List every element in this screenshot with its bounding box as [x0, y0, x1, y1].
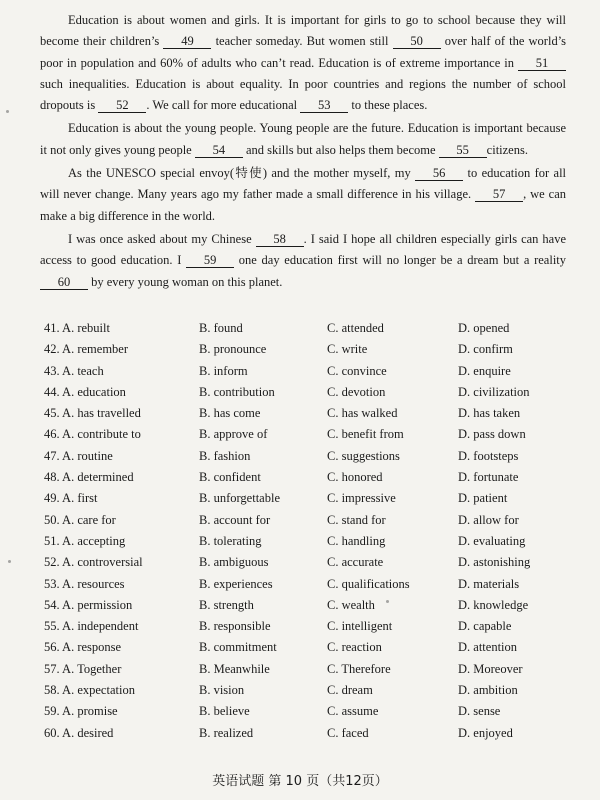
option-row-50	[44, 510, 574, 531]
p3-text-3: , we can make a big difference in the world.	[40, 187, 566, 223]
blank-55: 55	[439, 143, 487, 158]
option-41-d: D. opened	[458, 321, 510, 335]
option-51-d: D. evaluating	[458, 533, 526, 548]
option-row-42	[44, 339, 574, 360]
option-43-a: 43. A. teach	[44, 363, 104, 378]
option-52-b: B. ambiguous	[199, 555, 269, 570]
p2-text-3: citizens.	[486, 142, 528, 157]
blank-59: 59	[186, 253, 234, 268]
blank-58: 58	[256, 232, 304, 247]
p3-text-2: to education for all will never change. Many years ago my father made a small difference in his village.	[40, 166, 567, 202]
option-row-43	[44, 361, 574, 382]
scan-speck	[8, 560, 11, 563]
option-row-59	[44, 701, 574, 722]
option-41-b: B. found	[199, 321, 243, 335]
option-row-60	[44, 723, 574, 744]
option-58-a: 58. A. expectation	[44, 683, 135, 698]
p2-text-1: Education is about the young people. Young people are the future. Education is important because it not only gives young people	[40, 121, 566, 157]
option-45-b: B. has come	[199, 406, 261, 421]
option-44-c: C. devotion	[327, 384, 386, 399]
option-43-c: C. convince	[327, 363, 387, 378]
option-42-d: D. confirm	[458, 342, 513, 357]
option-52-d: D. astonishing	[458, 555, 531, 570]
option-46-a: 46. A. contribute to	[44, 427, 141, 442]
option-row-41	[44, 318, 574, 339]
p3-text-1: As the UNESCO special envoy(特使) and the mother myself, my	[68, 166, 411, 181]
option-46-d: D. pass down	[458, 427, 526, 442]
option-49-b: B. unforgettable	[199, 491, 280, 506]
answer-options	[44, 318, 574, 744]
option-59-a: 59. A. promise	[44, 704, 118, 719]
option-54-d: D. knowledge	[458, 597, 529, 612]
paragraph-1	[40, 10, 566, 116]
option-57-b: B. Meanwhile	[199, 661, 270, 676]
option-51-c: C. handling	[327, 533, 386, 548]
option-56-c: C. reaction	[327, 640, 382, 655]
option-row-54	[44, 595, 574, 616]
blank-51: 51	[518, 56, 566, 71]
option-60-d: D. enjoyed	[458, 725, 513, 740]
p4-text-3: one day education first will no longer be a dream but a reality	[238, 253, 567, 268]
cloze-passage	[40, 10, 566, 295]
option-60-c: C. faced	[327, 725, 369, 740]
option-43-b: B. inform	[199, 363, 248, 378]
option-41-a: 41. A. rebuilt	[44, 321, 110, 335]
option-row-56	[44, 637, 574, 658]
option-row-48	[44, 467, 574, 488]
option-59-c: C. assume	[327, 704, 379, 719]
p1-text-2: teacher someday. But women still	[215, 34, 389, 49]
p4-text-4: by every young woman on this planet.	[91, 274, 283, 289]
option-53-c: C. qualifications	[327, 576, 410, 591]
p1-text-4: such inequalities. Education is about equality. In poor countries and regions the number of school dropouts is	[40, 76, 566, 113]
p4-text-1: I was once asked about my Chinese	[68, 231, 252, 246]
p1-text-3: over half of the world’s poor in population and 60% of adults who can’t read. Education is of extreme importance in	[40, 34, 567, 70]
option-49-a: 49. A. first	[44, 491, 98, 506]
option-50-b: B. account for	[199, 512, 271, 527]
option-55-c: C. intelligent	[327, 619, 393, 634]
blank-60: 60	[40, 275, 88, 290]
option-54-b: B. strength	[199, 597, 254, 612]
option-42-a: 42. A. remember	[44, 342, 129, 357]
option-row-46	[44, 424, 574, 445]
option-57-a: 57. A. Together	[44, 661, 122, 676]
option-55-b: B. responsible	[199, 619, 271, 634]
option-row-47	[44, 446, 574, 467]
option-row-45	[44, 403, 574, 424]
p1-text-5: . We call for more educational	[146, 98, 298, 113]
blank-49: 49	[163, 34, 211, 49]
option-56-b: B. commitment	[199, 640, 277, 655]
blank-57: 57	[475, 187, 523, 202]
option-58-d: D. ambition	[458, 683, 518, 698]
option-row-52	[44, 552, 574, 573]
scan-speck	[6, 110, 9, 113]
option-row-53	[44, 574, 574, 595]
option-42-b: B. pronounce	[199, 342, 267, 357]
paragraph-2	[40, 118, 566, 161]
option-47-c: C. suggestions	[327, 448, 400, 463]
option-53-b: B. experiences	[199, 576, 273, 591]
option-56-d: D. attention	[458, 640, 518, 655]
option-51-a: 51. A. accepting	[44, 533, 126, 548]
scan-speck	[386, 600, 389, 603]
option-47-b: B. fashion	[199, 448, 251, 463]
option-44-b: B. contribution	[199, 384, 275, 399]
option-55-a: 55. A. independent	[44, 619, 139, 634]
option-58-c: C. dream	[327, 683, 373, 698]
option-48-b: B. confident	[199, 470, 261, 485]
option-44-a: 44. A. education	[44, 384, 126, 399]
option-44-d: D. civilization	[458, 384, 530, 399]
p2-text-2: and skills but also helps them become	[245, 142, 436, 157]
blank-52: 52	[98, 98, 146, 113]
option-58-b: B. vision	[199, 683, 245, 698]
option-50-a: 50. A. care for	[44, 512, 116, 527]
option-59-b: B. believe	[199, 704, 250, 719]
paragraph-4	[40, 229, 566, 293]
option-41-c: C. attended	[327, 321, 384, 335]
option-49-c: C. impressive	[327, 491, 396, 506]
option-43-d: D. enquire	[458, 363, 511, 378]
option-48-a: 48. A. determined	[44, 470, 134, 485]
blank-56: 56	[415, 166, 463, 181]
option-59-d: D. sense	[458, 704, 501, 719]
option-47-d: D. footsteps	[458, 448, 519, 463]
option-50-c: C. stand for	[327, 512, 386, 527]
option-51-b: B. tolerating	[199, 533, 262, 548]
option-45-a: 45. A. has travelled	[44, 406, 141, 421]
option-56-a: 56. A. response	[44, 640, 122, 655]
option-row-51	[44, 531, 574, 552]
option-45-d: D. has taken	[458, 406, 521, 421]
blank-53: 53	[300, 98, 348, 113]
option-row-57	[44, 659, 574, 680]
option-60-b: B. realized	[199, 725, 254, 740]
paragraph-3	[40, 163, 566, 227]
option-53-a: 53. A. resources	[44, 576, 125, 591]
option-46-c: C. benefit from	[327, 427, 404, 442]
option-52-c: C. accurate	[327, 555, 384, 570]
option-row-55	[44, 616, 574, 637]
option-57-c: C. Therefore	[327, 661, 391, 676]
option-52-a: 52. A. controversial	[44, 555, 143, 570]
option-49-d: D. patient	[458, 491, 508, 506]
page-footer: 英语试题 第 10 页（共12页）	[212, 774, 388, 789]
option-47-a: 47. A. routine	[44, 448, 113, 463]
option-46-b: B. approve of	[199, 427, 268, 442]
option-60-a: 60. A. desired	[44, 725, 114, 740]
option-48-d: D. fortunate	[458, 470, 519, 485]
option-48-c: C. honored	[327, 470, 383, 485]
p1-text-6: to these places.	[351, 98, 428, 113]
blank-50: 50	[393, 34, 441, 49]
option-54-a: 54. A. permission	[44, 597, 133, 612]
option-50-d: D. allow for	[458, 512, 519, 527]
option-53-d: D. materials	[458, 576, 520, 591]
blank-54: 54	[195, 143, 243, 158]
p1-text-1: Education is about women and girls. It is important for girls to go to school because they will become their children’s	[40, 13, 566, 49]
option-row-58	[44, 680, 574, 701]
option-55-d: D. capable	[458, 619, 512, 634]
option-57-d: D. Moreover	[458, 661, 523, 676]
option-42-c: C. write	[327, 342, 368, 357]
option-45-c: C. has walked	[327, 406, 398, 421]
option-row-44	[44, 382, 574, 403]
option-row-49	[44, 488, 574, 509]
p4-text-2: . I said I hope all children especially girls can have access to good education. I	[40, 231, 566, 268]
option-54-c: C. wealth	[327, 597, 375, 612]
